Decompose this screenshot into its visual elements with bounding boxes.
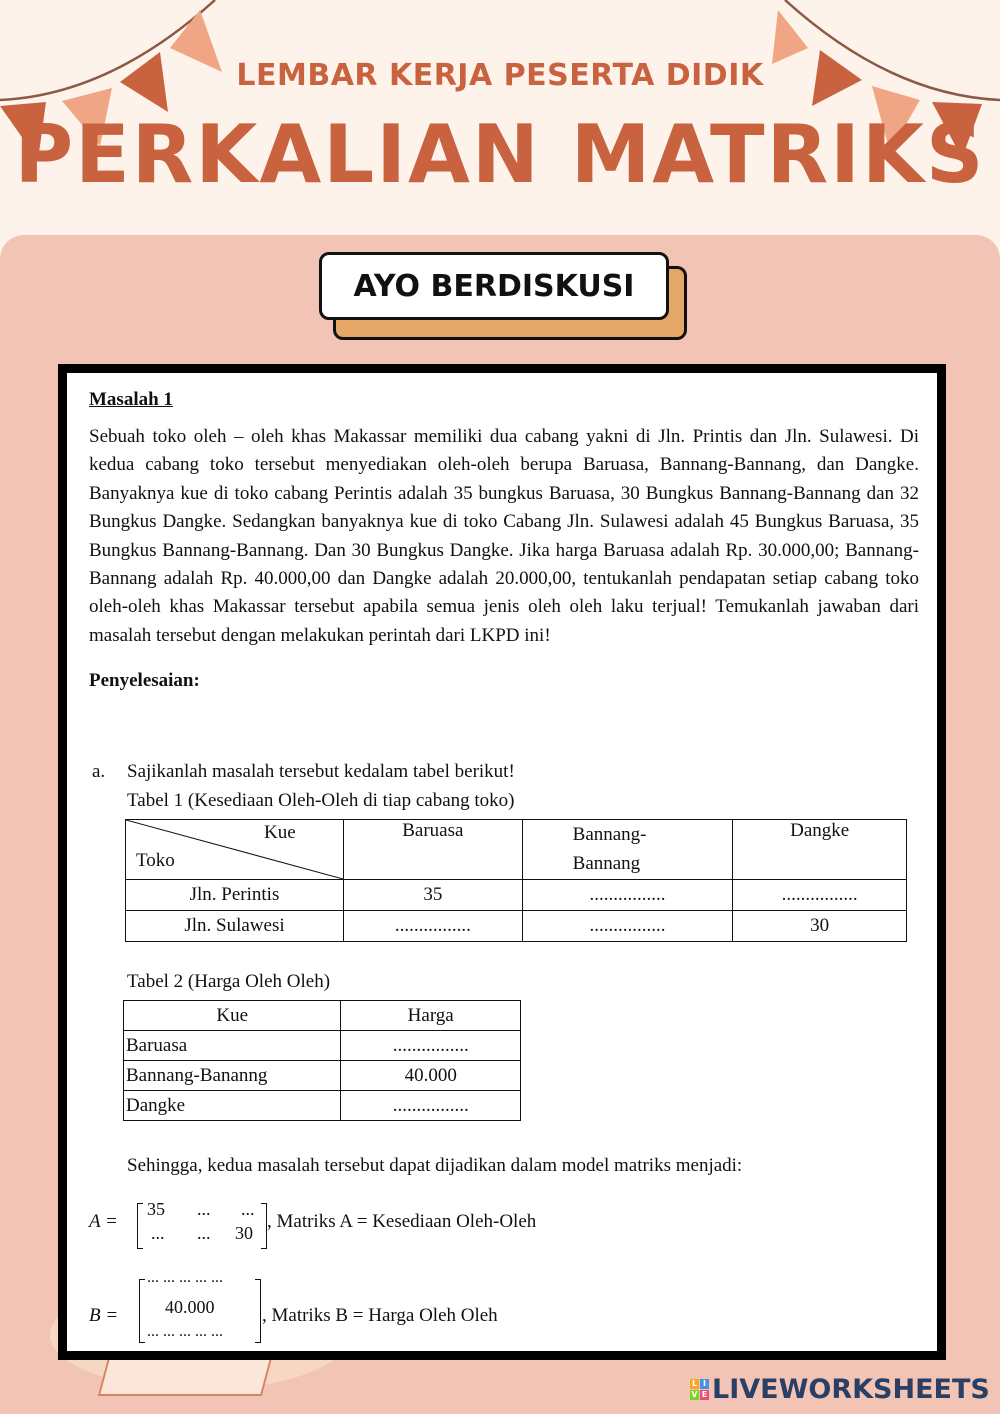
discussion-badge: AYO BERDISKUSI (319, 252, 669, 320)
table1-header: Bannang- Bannang (522, 820, 733, 880)
matrix-a-description: , Matriks A = Kesediaan Oleh-Oleh (267, 1211, 537, 1232)
table-cell: 30 (733, 911, 907, 942)
table2-header: Harga (341, 1001, 521, 1031)
matrix-b-cell: 40.000 (165, 1297, 215, 1317)
matrix-a-cell[interactable]: ... (197, 1223, 211, 1243)
item-a-text: Sajikanlah masalah tersebut kedalam tabel berikut! (127, 761, 515, 782)
answer-blank[interactable]: ................ (522, 911, 733, 942)
matrix-a-cell[interactable]: ... (151, 1223, 165, 1243)
table2-row (124, 1091, 521, 1121)
brand-text: LIVEWORKSHEETS (712, 1373, 990, 1405)
table1-row (126, 880, 907, 911)
table1-corner-cell (126, 820, 344, 880)
row-label: Jln. Sulawesi (126, 911, 344, 942)
table-cell: 40.000 (341, 1061, 521, 1091)
matrix-intro: Sehingga, kedua masalah tersebut dapat dijadikan dalam model matriks menjadi: (127, 1155, 743, 1176)
worksheet-title: PERKALIAN MATRIKS (14, 108, 986, 201)
problem-card (58, 364, 946, 1360)
row-label: Dangke (124, 1091, 341, 1121)
matrix-a-cell: 30 (235, 1223, 253, 1243)
row-label: Jln. Perintis (126, 880, 344, 911)
solution-label: Penyelesaian: (89, 670, 200, 692)
answer-blank[interactable]: ................ (344, 911, 523, 942)
table1-header: Dangke (733, 820, 907, 880)
stock-table (125, 819, 907, 942)
answer-blank[interactable]: ................ (341, 1091, 521, 1121)
row-label: Baruasa (124, 1031, 341, 1061)
table2-row (124, 1031, 521, 1061)
logo-grid-icon (690, 1379, 709, 1400)
price-table (123, 1000, 521, 1121)
logo-square: V (691, 1389, 698, 1399)
corner-kue-label: Kue (264, 822, 296, 843)
table2-header: Kue (124, 1001, 341, 1031)
bracket-right (255, 1279, 261, 1343)
answer-blank[interactable]: ................ (522, 880, 733, 911)
logo-square: L (691, 1378, 698, 1388)
matrix-a-cell: 35 (147, 1199, 165, 1219)
worksheet-subtitle: LEMBAR KERJA PESERTA DIDIK (236, 58, 764, 93)
logo-square: E (701, 1389, 708, 1399)
answer-blank[interactable]: ................ (733, 880, 907, 911)
logo-square: I (700, 1379, 709, 1389)
table2-row (124, 1061, 521, 1091)
problem-text: Sebuah toko oleh – oleh khas Makassar memiliki dua cabang yakni di Jln. Printis dan Jln. Sulawesi. Di kedua cabang toko tersebut menyediakan oleh-oleh berupa Baruasa, Bannang-Bannang, dan Dangke. Banyaknya kue di toko cabang Perintis adalah 35 bungkus Baruasa, 30 Bungkus Bannang-Bannang dan 32 Bungkus Dangke. Sedangkan banyaknya kue di toko Cabang Jln. Sulawesi adalah 45 Bungkus Baruasa, 35 Bungkus Bannang-Bannang. Dan 30 Bungkus Dangke. Jika harga Baruasa adalah Rp. 30.000,00; Bannang-Bannang adalah Rp. 40.000,00 dan Dangke adalah 20.000,00, tentukanlah pendapatan setiap cabang toko oleh-oleh khas Makassar tersebut apabila semua jenis oleh oleh laku terjual! Temukanlah jawaban dari masalah tersebut dengan melakukan perintah dari LKPD ini! (89, 426, 919, 646)
matrix-b-description: , Matriks B = Harga Oleh Oleh (262, 1305, 498, 1326)
bracket-left (137, 1203, 143, 1249)
matrix-b-cell[interactable]: ... ... ... ... ... (147, 1269, 223, 1286)
matrix-b-cell[interactable]: ... ... ... ... ... (147, 1323, 223, 1340)
header-area (0, 0, 1000, 235)
table1-header: Baruasa (344, 820, 523, 880)
matrix-b-equation (89, 1269, 849, 1357)
corner-toko-label: Toko (136, 850, 175, 871)
answer-blank[interactable]: ................ (341, 1031, 521, 1061)
matrix-a-equation (89, 1199, 849, 1259)
matrix-b-lhs: B = (89, 1305, 119, 1326)
matrix-a-cell: ... (197, 1199, 211, 1219)
item-a-marker: a. (92, 761, 106, 782)
liveworksheets-logo (690, 1372, 990, 1406)
matrix-a-cell[interactable]: ... (241, 1199, 255, 1219)
table2-caption: Tabel 2 (Harga Oleh Oleh) (127, 971, 331, 992)
matrix-a-lhs: A = (89, 1211, 118, 1232)
table1-caption: Tabel 1 (Kesediaan Oleh-Oleh di tiap cabang toko) (127, 790, 515, 811)
bracket-left (139, 1279, 145, 1343)
table-cell: 35 (344, 880, 523, 911)
problem-heading: Masalah 1 (89, 389, 173, 410)
problem-content (89, 389, 919, 1340)
row-label: Bannang-Bananng (124, 1061, 341, 1091)
table1-row (126, 911, 907, 942)
